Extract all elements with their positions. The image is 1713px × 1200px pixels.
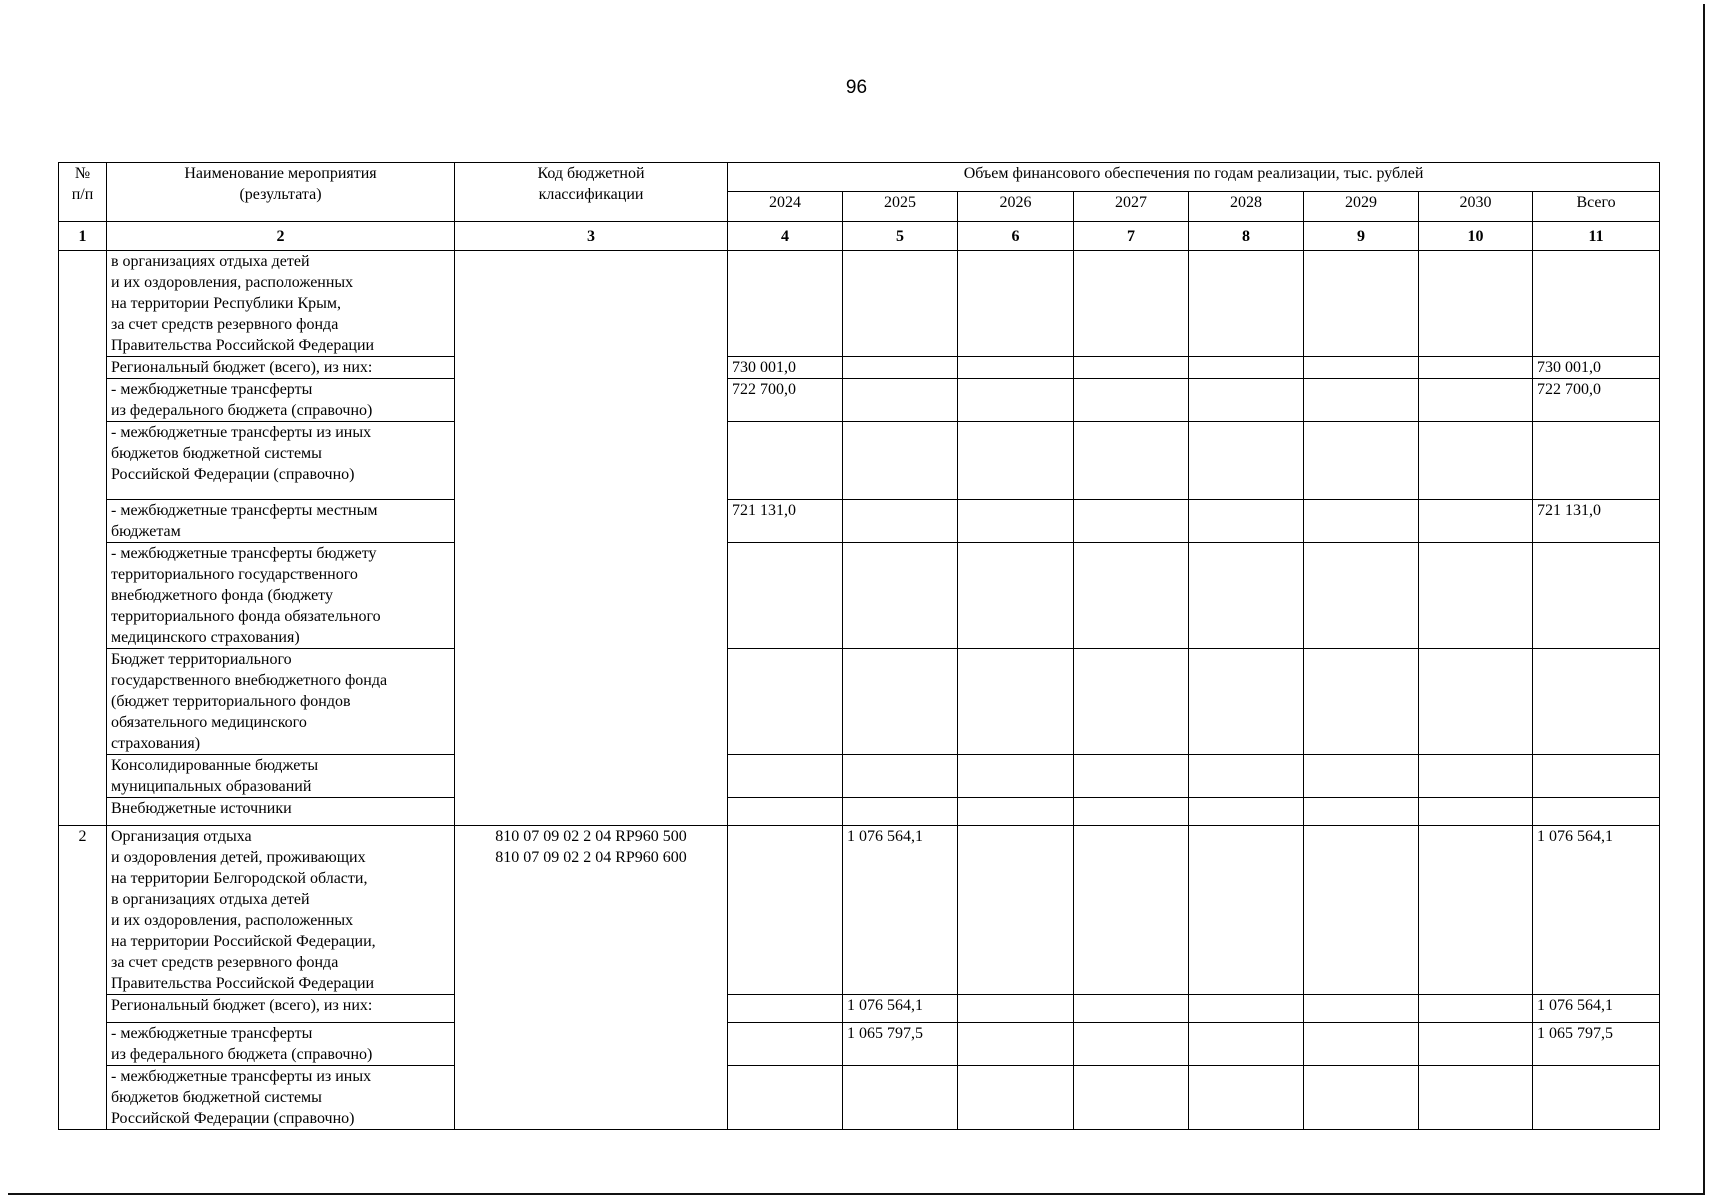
column-number-1: 1 <box>59 222 107 251</box>
year-value-cell <box>1419 251 1533 357</box>
year-value-cell <box>1189 995 1304 1023</box>
year-value-cell <box>1304 357 1419 379</box>
table-header <box>59 163 1660 251</box>
total-value-cell <box>1533 1066 1660 1130</box>
year-value-cell: 1 076 564,1 <box>843 826 958 995</box>
year-value-cell <box>1304 649 1419 755</box>
year-value-cell <box>843 755 958 798</box>
header-year-7: Всего <box>1533 192 1660 222</box>
year-value-cell <box>1189 379 1304 422</box>
year-value-cell <box>728 995 843 1023</box>
year-value-cell <box>1304 251 1419 357</box>
year-value-cell <box>1419 357 1533 379</box>
total-value-cell <box>1533 755 1660 798</box>
measure-name-cell: в организациях отдыха детей и их оздоровления, расположенных на территории Республики Крым, за счет средств резервного фонда Правительства Российской Федерации <box>107 251 455 357</box>
total-value-cell <box>1533 422 1660 500</box>
year-value-cell <box>958 422 1074 500</box>
year-value-cell <box>843 379 958 422</box>
year-value-cell <box>958 251 1074 357</box>
year-value-cell <box>958 379 1074 422</box>
measure-name-cell: - межбюджетные трансферты из иных бюджетов бюджетной системы Российской Федерации (справочно) <box>107 1066 455 1130</box>
total-value-cell: 722 700,0 <box>1533 379 1660 422</box>
column-number-3: 3 <box>455 222 728 251</box>
year-value-cell <box>1419 422 1533 500</box>
year-value-cell <box>1189 755 1304 798</box>
year-value-cell <box>843 251 958 357</box>
year-value-cell <box>1189 1066 1304 1130</box>
measure-name-cell: - межбюджетные трансферты из иных бюджетов бюджетной системы Российской Федерации (справочно) <box>107 422 455 500</box>
year-value-cell <box>958 798 1074 826</box>
header-year-2: 2026 <box>958 192 1074 222</box>
year-value-cell <box>1304 1066 1419 1130</box>
total-value-cell: 721 131,0 <box>1533 500 1660 543</box>
year-value-cell <box>843 500 958 543</box>
year-value-cell <box>728 649 843 755</box>
year-value-cell <box>958 649 1074 755</box>
total-value-cell: 1 065 797,5 <box>1533 1023 1660 1066</box>
header-number: № п/п <box>59 163 107 222</box>
table-row <box>59 1023 1660 1066</box>
year-value-cell <box>843 543 958 649</box>
year-value-cell: 722 700,0 <box>728 379 843 422</box>
year-value-cell <box>843 422 958 500</box>
year-value-cell <box>1419 649 1533 755</box>
table-row <box>59 649 1660 755</box>
table-row <box>59 500 1660 543</box>
header-year-5: 2029 <box>1304 192 1419 222</box>
year-value-cell <box>1304 755 1419 798</box>
column-number-8: 8 <box>1189 222 1304 251</box>
year-value-cell <box>843 357 958 379</box>
year-value-cell <box>1074 798 1189 826</box>
year-value-cell <box>1419 1023 1533 1066</box>
year-value-cell <box>1419 1066 1533 1130</box>
year-value-cell <box>1419 755 1533 798</box>
table-row <box>59 251 1660 357</box>
year-value-cell <box>728 798 843 826</box>
table-row <box>59 755 1660 798</box>
row-number-cell: 2 <box>59 826 107 1130</box>
measure-name-cell: Организация отдыха и оздоровления детей, проживающих на территории Белгородской области, в организациях отдыха детей и их оздоровления, расположенных на территории Российской Федерации, за счет средств резервного фонда Правительства Российской Федерации <box>107 826 455 995</box>
year-value-cell <box>1074 357 1189 379</box>
year-value-cell <box>958 500 1074 543</box>
header-code: Код бюджетной классификации <box>455 163 728 222</box>
year-value-cell: 1 065 797,5 <box>843 1023 958 1066</box>
header-year-4: 2028 <box>1189 192 1304 222</box>
table-row <box>59 357 1660 379</box>
year-value-cell <box>843 798 958 826</box>
row-number-cell <box>59 251 107 826</box>
year-value-cell <box>843 1066 958 1130</box>
year-value-cell <box>728 251 843 357</box>
header-year-0: 2024 <box>728 192 843 222</box>
year-value-cell <box>1189 798 1304 826</box>
budget-code-cell <box>455 251 728 826</box>
year-value-cell <box>958 826 1074 995</box>
year-value-cell <box>728 543 843 649</box>
column-number-10: 10 <box>1419 222 1533 251</box>
total-value-cell <box>1533 251 1660 357</box>
header-year-3: 2027 <box>1074 192 1189 222</box>
measure-name-cell: Региональный бюджет (всего), из них: <box>107 995 455 1023</box>
column-number-7: 7 <box>1074 222 1189 251</box>
year-value-cell <box>958 357 1074 379</box>
total-value-cell <box>1533 649 1660 755</box>
year-value-cell <box>1304 826 1419 995</box>
header-name: Наименование мероприятия (результата) <box>107 163 455 222</box>
measure-name-cell: - межбюджетные трансферты местным бюджетам <box>107 500 455 543</box>
measure-name-cell: - межбюджетные трансферты бюджету территориального государственного внебюджетного фонда (бюджету территориального фонда обязательного медицинского страхования) <box>107 543 455 649</box>
year-value-cell <box>958 1066 1074 1130</box>
column-number-9: 9 <box>1304 222 1419 251</box>
measure-name-cell: Консолидированные бюджеты муниципальных образований <box>107 755 455 798</box>
table-row <box>59 543 1660 649</box>
year-value-cell <box>1074 543 1189 649</box>
table-row <box>59 379 1660 422</box>
table-row <box>59 995 1660 1023</box>
measure-name-cell: Региональный бюджет (всего), из них: <box>107 357 455 379</box>
measure-name-cell: Бюджет территориального государственного внебюджетного фонда (бюджет территориального фондов обязательного медицинского страхования) <box>107 649 455 755</box>
table-row <box>59 826 1660 995</box>
year-value-cell <box>728 826 843 995</box>
year-value-cell: 721 131,0 <box>728 500 843 543</box>
year-value-cell <box>1189 357 1304 379</box>
year-value-cell <box>958 995 1074 1023</box>
header-year-6: 2030 <box>1419 192 1533 222</box>
year-value-cell <box>1304 1023 1419 1066</box>
year-value-cell <box>1419 543 1533 649</box>
year-value-cell: 730 001,0 <box>728 357 843 379</box>
year-value-cell <box>728 422 843 500</box>
total-value-cell: 1 076 564,1 <box>1533 995 1660 1023</box>
year-value-cell <box>1074 755 1189 798</box>
total-value-cell <box>1533 543 1660 649</box>
budget-code-cell: 810 07 09 02 2 04 RP960 500 810 07 09 02 2 04 RP960 600 <box>455 826 728 1130</box>
year-value-cell <box>1189 422 1304 500</box>
year-value-cell <box>728 755 843 798</box>
year-value-cell <box>1419 826 1533 995</box>
year-value-cell <box>1419 798 1533 826</box>
year-value-cell <box>1074 1066 1189 1130</box>
table-row <box>59 798 1660 826</box>
year-value-cell <box>1074 379 1189 422</box>
column-number-2: 2 <box>107 222 455 251</box>
table-row <box>59 422 1660 500</box>
measure-name-cell: Внебюджетные источники <box>107 798 455 826</box>
year-value-cell <box>958 755 1074 798</box>
year-value-cell <box>1419 995 1533 1023</box>
table-body <box>59 251 1660 1130</box>
budget-table <box>58 162 1660 1130</box>
year-value-cell: 1 076 564,1 <box>843 995 958 1023</box>
year-value-cell <box>1419 500 1533 543</box>
year-value-cell <box>1074 826 1189 995</box>
total-value-cell: 730 001,0 <box>1533 357 1660 379</box>
year-value-cell <box>1189 251 1304 357</box>
header-year-1: 2025 <box>843 192 958 222</box>
column-number-6: 6 <box>958 222 1074 251</box>
year-value-cell <box>1189 1023 1304 1066</box>
year-value-cell <box>728 1066 843 1130</box>
column-number-11: 11 <box>1533 222 1660 251</box>
year-value-cell <box>1189 826 1304 995</box>
year-value-cell <box>843 649 958 755</box>
year-value-cell <box>1074 649 1189 755</box>
year-value-cell <box>1074 1023 1189 1066</box>
year-value-cell <box>1304 500 1419 543</box>
year-value-cell <box>1074 995 1189 1023</box>
year-value-cell <box>1074 251 1189 357</box>
year-value-cell <box>1304 422 1419 500</box>
total-value-cell: 1 076 564,1 <box>1533 826 1660 995</box>
year-value-cell <box>1189 649 1304 755</box>
year-value-cell <box>1304 995 1419 1023</box>
header-volume: Объем финансового обеспечения по годам реализации, тыс. рублей <box>728 163 1660 192</box>
year-value-cell <box>1304 543 1419 649</box>
year-value-cell <box>1189 543 1304 649</box>
column-number-4: 4 <box>728 222 843 251</box>
year-value-cell <box>728 1023 843 1066</box>
year-value-cell <box>1074 422 1189 500</box>
year-value-cell <box>1189 500 1304 543</box>
year-value-cell <box>1419 379 1533 422</box>
year-value-cell <box>1304 798 1419 826</box>
column-number-5: 5 <box>843 222 958 251</box>
measure-name-cell: - межбюджетные трансферты из федерального бюджета (справочно) <box>107 1023 455 1066</box>
year-value-cell <box>958 1023 1074 1066</box>
year-value-cell <box>958 543 1074 649</box>
year-value-cell <box>1304 379 1419 422</box>
total-value-cell <box>1533 798 1660 826</box>
page-number: 96 <box>845 77 868 98</box>
measure-name-cell: - межбюджетные трансферты из федерального бюджета (справочно) <box>107 379 455 422</box>
year-value-cell <box>1074 500 1189 543</box>
table-row <box>59 1066 1660 1130</box>
